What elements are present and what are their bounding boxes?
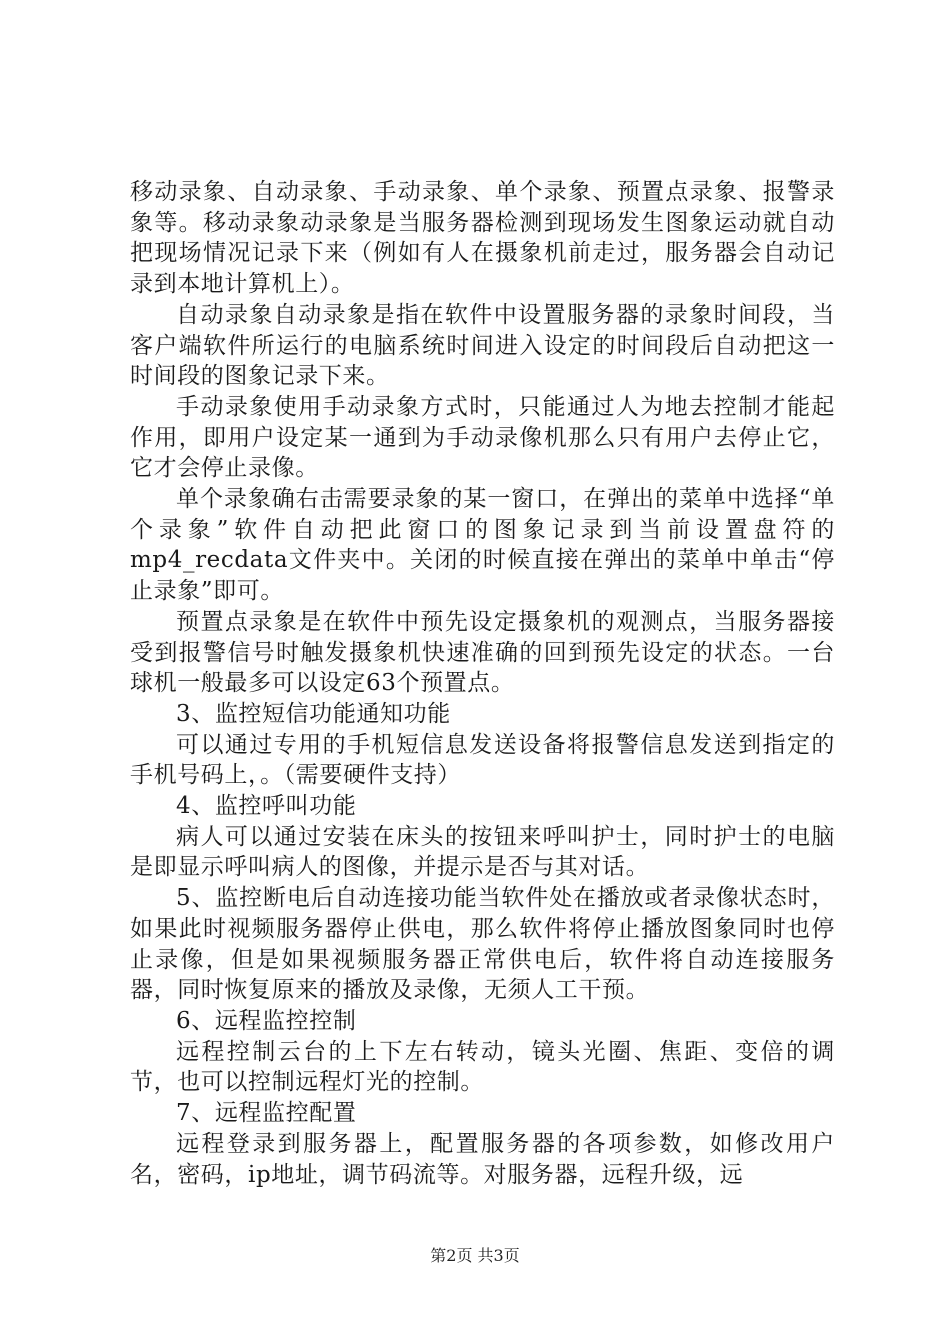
section-heading-3: 3、监控短信功能通知功能 — [176, 700, 451, 727]
section-heading-7: 7、远程监控配置 — [176, 1100, 357, 1127]
paragraph-6: 可以通过专用的手机短信息发送设备将报警信息发送到指定的手机号码上，。（需要硬件支持） — [130, 731, 835, 789]
section-heading-6: 6、远程监控控制 — [176, 1007, 357, 1034]
page-footer: 第2页 共3页 — [430, 1246, 520, 1265]
paragraph-8: 5、监控断电后自动连接功能当软件处在播放或者录像状态时，如果此时视频服务器停止供电，那么软件将停止播放图象同时也停止录像，但是如果视频服务器正常供电后，软件将自动连接服务器，同时恢复原来的播放及录像，无须人工干预。 — [130, 885, 835, 1004]
paragraph-5: 预置点录象是在软件中预先设定摄象机的观测点，当服务器接受到报警信号时触发摄象机快速准确的回到预先设定的状态。一台球机一般最多可以设定63个预置点。 — [130, 608, 835, 697]
paragraph-4: 单个录象确右击需要录象的某一窗口，在弹出的菜单中选择“单个录象”软件自动把此窗口的图象记录到当前设置盘符的mp4_recdata文件夹中。关闭的时候直接在弹出的菜单中单击“停止录象”即可。 — [130, 486, 835, 605]
body-text — [130, 177, 835, 1190]
paragraph-10: 远程登录到服务器上，配置服务器的各项参数，如修改用户名，密码，ip地址，调节码流等。对服务器，远程升级，远 — [130, 1130, 835, 1188]
section-heading-4: 4、监控呼叫功能 — [176, 793, 357, 820]
paragraph-3: 手动录象使用手动录象方式时，只能通过人为地去控制才能起作用，即用户设定某一通到为手动录像机那么只有用户去停止它，它才会停止录像。 — [130, 393, 835, 482]
paragraph-9: 远程控制云台的上下左右转动，镜头光圈、焦距、变倍的调节，也可以控制远程灯光的控制。 — [130, 1038, 835, 1096]
paragraph-7: 病人可以通过安装在床头的按钮来呼叫护士，同时护士的电脑是即显示呼叫病人的图像，并提示是否与其对话。 — [130, 823, 835, 881]
paragraph-2: 自动录象自动录象是指在软件中设置服务器的录象时间段，当客户端软件所运行的电脑系统时间进入设定的时间段后自动把这一时间段的图象记录下来。 — [130, 301, 835, 390]
paragraph-1: 移动录象、自动录象、手动录象、单个录象、预置点录象、报警录象等。移动录象动录象是当服务器检测到现场发生图象运动就自动把现场情况记录下来（例如有人在摄象机前走过，服务器会自动记录到本地计算机上）。 — [130, 179, 835, 298]
